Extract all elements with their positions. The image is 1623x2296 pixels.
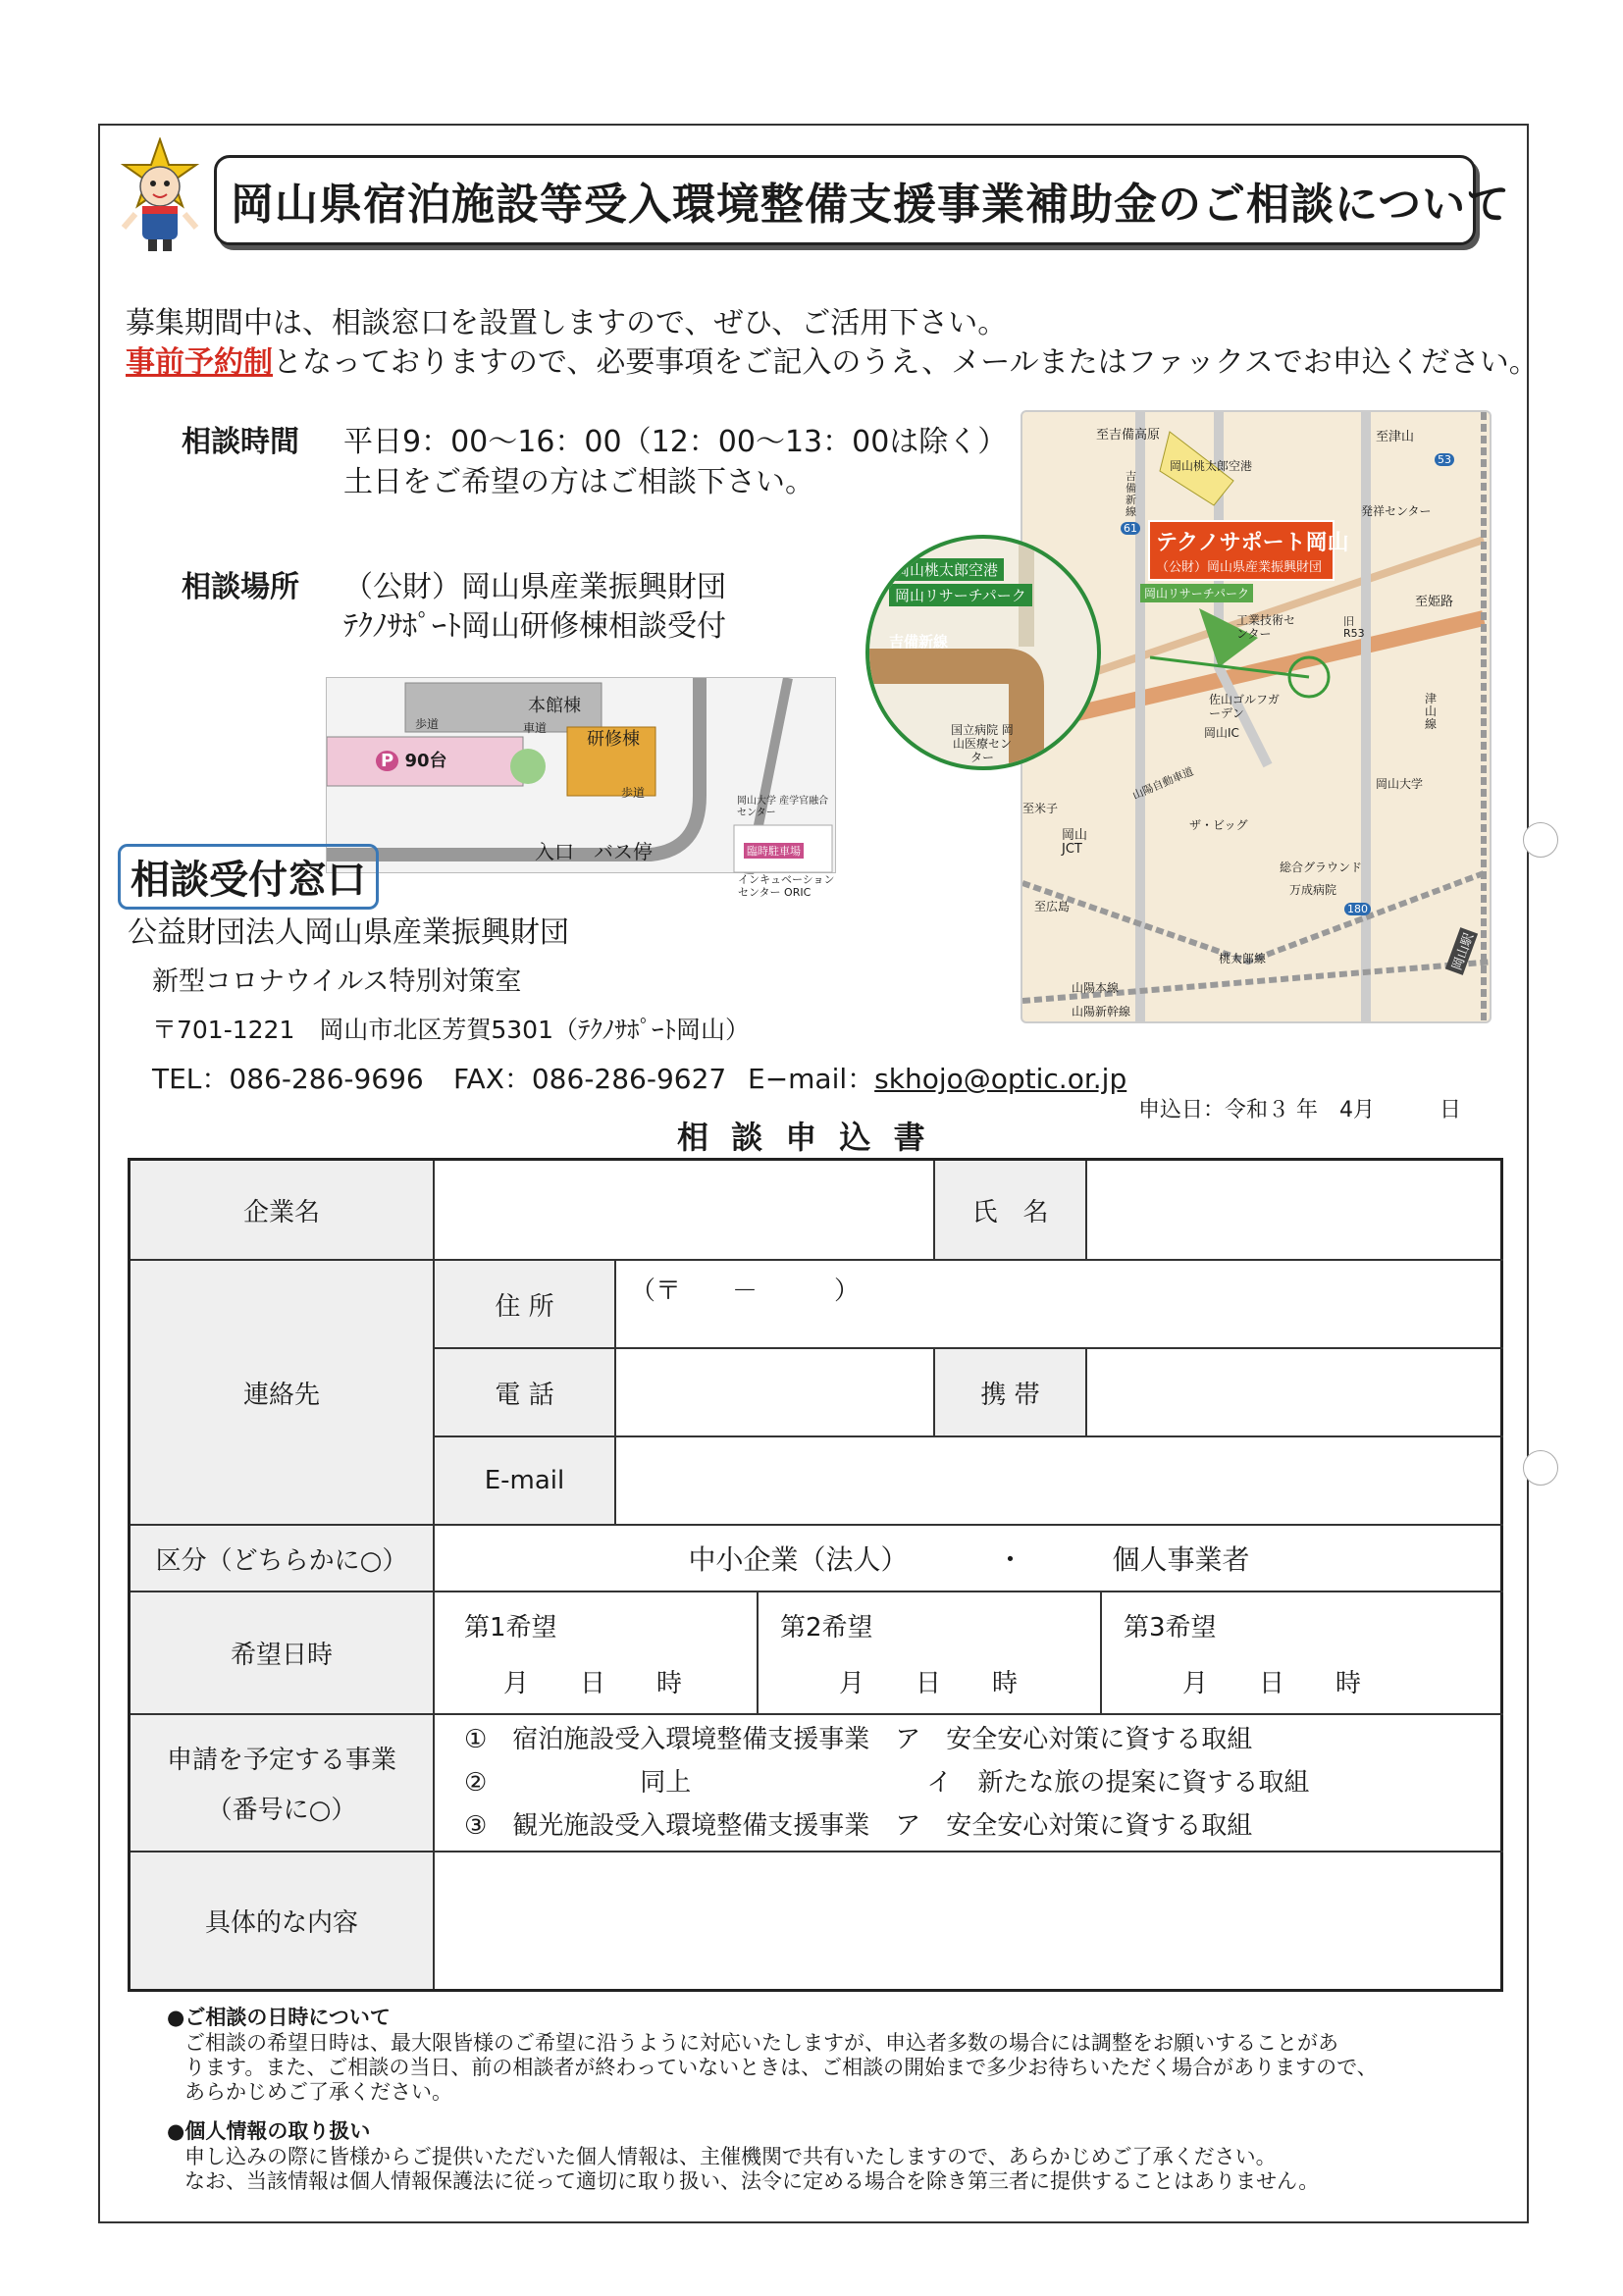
route-61: 61: [1121, 522, 1140, 535]
page-title-box: [214, 155, 1511, 245]
okayama-univ: 岡山大学: [1376, 777, 1424, 791]
email-label: E-mail: [435, 1437, 616, 1526]
page-title: 岡山県宿泊施設等受入環境整備支援事業補助金のご相談について: [231, 180, 1511, 230]
form-title: 相 談 申 込 書: [677, 1119, 931, 1156]
application-form: [128, 1158, 1503, 1992]
note2-heading: ●個人情報の取り扱い: [167, 2119, 371, 2143]
email-field[interactable]: [616, 1437, 1503, 1526]
address-label: 住 所: [435, 1261, 616, 1349]
binder-hole-top: [1523, 822, 1558, 858]
reservation-required: 事前予約制: [126, 345, 273, 380]
note2-line2: なお、当該情報は個人情報保護法に従って適切に取り扱い、法令に定める場合を除き第三者に提供することはありません。: [184, 2169, 1320, 2193]
okayama-ic: 岡山IC: [1204, 726, 1239, 740]
place-label: 相談場所: [182, 570, 299, 604]
project-option-2[interactable]: [464, 1761, 1309, 1804]
mansei-label: 万成病院: [1289, 883, 1337, 897]
phone-label: 電 話: [435, 1349, 616, 1437]
to-himeji: 至姫路: [1415, 595, 1454, 609]
inset-airport-sign: 岡山桃太郎空港: [889, 558, 1004, 581]
campus-incubation: インキュベーション センター ORIC: [738, 873, 835, 899]
hours-label: 相談時間: [182, 425, 299, 459]
sayama-label: 佐山ゴルフガーデン: [1209, 693, 1280, 720]
campus-parking-count: 90台: [404, 751, 447, 771]
wish3-datetime: 月 日 時: [1182, 1668, 1362, 1698]
sanyo-expressway: 山陽自動車道: [1130, 764, 1196, 803]
name-field[interactable]: [1087, 1161, 1503, 1261]
okayama-jct: 岡山JCT: [1062, 828, 1088, 857]
mobile-field[interactable]: [1087, 1349, 1503, 1437]
category-label: 区分（どちらかに○）: [131, 1526, 435, 1592]
window-email: [748, 1058, 1126, 1097]
hours-line2: 土日をご希望の方はご相談下さい。: [343, 465, 814, 499]
window-tel: TEL：086-286-9696: [152, 1063, 424, 1095]
project-option-2b: イ 新たな旅の提案に資する取組: [926, 1768, 1310, 1798]
intro-line2-rest: となっておりますので、必要事項をご記入のうえ、メールまたはファックスでお申込ください。: [273, 345, 1539, 380]
intro-line1: 募集期間中は、相談窓口を設置しますので、ぜひ、ご活用下さい。: [126, 306, 1008, 340]
wish2-field[interactable]: [759, 1592, 1102, 1715]
postal-placeholder: （〒 － ）: [630, 1277, 861, 1306]
hours-line1: 平日9：00～16：00（12：00～13：00は除く）: [343, 425, 1008, 459]
name-label: 氏 名: [935, 1161, 1087, 1261]
project-option-1[interactable]: ① 宿泊施設受入環境整備支援事業 ア 安全安心対策に資する取組: [464, 1725, 1253, 1754]
company-field[interactable]: [435, 1161, 935, 1261]
sanyo-shinkansen: 山陽新幹線: [1072, 1005, 1131, 1018]
to-tsuyama: 至津山: [1376, 430, 1415, 444]
hassei-label: 発祥センター: [1361, 504, 1432, 518]
campus-walkway1: 歩道: [415, 717, 440, 731]
note1-line1: ご相談の希望日時は、最大限皆様のご希望に沿うように対応いたしますが、申込者多数の場合には調整をお願いすることがあ: [184, 2031, 1338, 2055]
note1-heading: ●ご相談の日時について: [167, 2006, 391, 2029]
campus-univ: 岡山大学 産学官融合センター: [737, 796, 829, 818]
project-label: 申請を予定する事業: [166, 1746, 396, 1775]
note2-line1: 申し込みの際に皆様からご提供いただいた個人情報は、主催機関で共有いたしますので、あらかじめご了承ください。: [184, 2145, 1277, 2168]
binder-hole-bottom: [1523, 1450, 1558, 1486]
inset-research-sign: 岡山リサーチパーク: [889, 584, 1032, 606]
place-line2: ﾃｸﾉｻﾎﾟｰﾄ岡山研修棟相談受付: [343, 609, 726, 644]
research-park-label: 岡山リサーチパーク: [1140, 584, 1253, 602]
note1-line3: あらかじめご了承ください。: [184, 2080, 452, 2104]
project-options: [435, 1715, 1503, 1852]
campus-temp-parking: 臨時駐車場: [744, 843, 804, 859]
wish1-label: 第1希望: [464, 1612, 557, 1643]
window-dept: 新型コロナウイルス特別対策室: [152, 966, 522, 997]
contact-label: 連絡先: [131, 1261, 435, 1526]
campus-entrance: 入口: [535, 840, 574, 863]
to-kibikogen: 至吉備高原: [1096, 428, 1161, 443]
place-line1: （公財）岡山県産業振興財団: [343, 570, 726, 604]
to-hiroshima: 至広島: [1034, 900, 1071, 913]
wish3-field[interactable]: [1102, 1592, 1503, 1715]
technosupport-marker: [1148, 520, 1349, 581]
campus-walkway2: 歩道: [621, 786, 646, 800]
project-option-3[interactable]: ③ 観光施設受入環境整備支援事業 ア 安全安心対策に資する取組: [464, 1811, 1253, 1841]
address-field[interactable]: [616, 1261, 1503, 1349]
route-180: 180: [1344, 903, 1371, 915]
ground-label: 総合グラウンド: [1280, 861, 1363, 874]
company-label: 企業名: [131, 1161, 435, 1261]
inset-kibi: 吉備新線: [889, 633, 949, 651]
note1-line2: ります。また、ご相談の当日、前の相談者が終わっていないときは、ご相談の開始まで多少お待ちいただく場合がありますので、: [184, 2056, 1378, 2079]
inset-hospital: 国立病院 岡山医療センター: [951, 723, 1014, 764]
to-yonago: 至米子: [1022, 802, 1059, 815]
apply-date: 申込日：令和３ 年 4月 日: [1138, 1098, 1461, 1122]
wish3-label: 第3希望: [1124, 1612, 1217, 1643]
airport-label: 岡山桃太郎空港: [1170, 459, 1253, 473]
wish2-label: 第2希望: [780, 1612, 873, 1643]
wish1-field[interactable]: [435, 1592, 759, 1715]
zaidan-label: （公財）岡山県産業振興財団: [1156, 560, 1323, 575]
category-option-individual[interactable]: 個人事業者: [1112, 1543, 1250, 1576]
window-address: 〒701-1221 岡山市北区芳賀5301（ﾃｸﾉｻﾎﾟｰﾄ岡山）: [152, 1016, 750, 1044]
mascot-icon: [116, 137, 204, 255]
campus-lane: 車道: [523, 721, 548, 735]
campus-map: [326, 677, 836, 873]
window-email-label: E−mail：: [748, 1063, 875, 1095]
project-option-2a: ② 同上: [464, 1768, 692, 1798]
category-option-corp[interactable]: 中小企業（法人）: [688, 1543, 909, 1576]
sanyo-main-line: 山陽本線: [1072, 981, 1120, 995]
window-fax: FAX：086-286-9627: [453, 1063, 727, 1095]
wish2-datetime: 月 日 時: [839, 1668, 1019, 1698]
wish1-datetime: 月 日 時: [503, 1668, 683, 1698]
detail-label: 具体的な内容: [131, 1852, 435, 1989]
inset-map: [865, 535, 1101, 770]
kogyo-label: 工業技術センター: [1236, 613, 1296, 641]
category-separator: ・: [996, 1543, 1024, 1576]
momotaro-line: 桃太郎線: [1219, 952, 1267, 965]
project-sub-label: （番号に○）: [206, 1796, 357, 1825]
window-title: 相談受付窓口: [118, 844, 379, 910]
project-label-cell: [131, 1715, 435, 1852]
mobile-label: 携 帯: [935, 1349, 1087, 1437]
route-53: 53: [1435, 453, 1454, 466]
phone-field[interactable]: [616, 1349, 935, 1437]
window-email-link[interactable]: skhojo@optic.or.jp: [874, 1063, 1127, 1095]
tsuyama-line: 津山線: [1425, 692, 1438, 731]
campus-training: 研修棟: [587, 729, 640, 750]
detail-field[interactable]: [435, 1852, 1503, 1989]
intro-line2: [126, 338, 1539, 381]
big-label: ザ・ビッグ: [1189, 818, 1248, 832]
okayama-station: 岡山駅: [1445, 927, 1478, 975]
technosupport-label: テクノサポート岡山: [1156, 531, 1349, 555]
kyu-r53: 旧R53: [1343, 615, 1365, 640]
wish-label: 希望日時: [131, 1592, 435, 1715]
category-options: [435, 1526, 1503, 1592]
kibi-new-line: 吉備新線: [1126, 470, 1136, 518]
campus-bus-stop: バス停: [594, 840, 653, 863]
window-org: 公益財団法人岡山県産業振興財団: [128, 915, 569, 950]
campus-main-building: 本館棟: [528, 696, 581, 716]
campus-parking: P 90台: [376, 747, 447, 772]
